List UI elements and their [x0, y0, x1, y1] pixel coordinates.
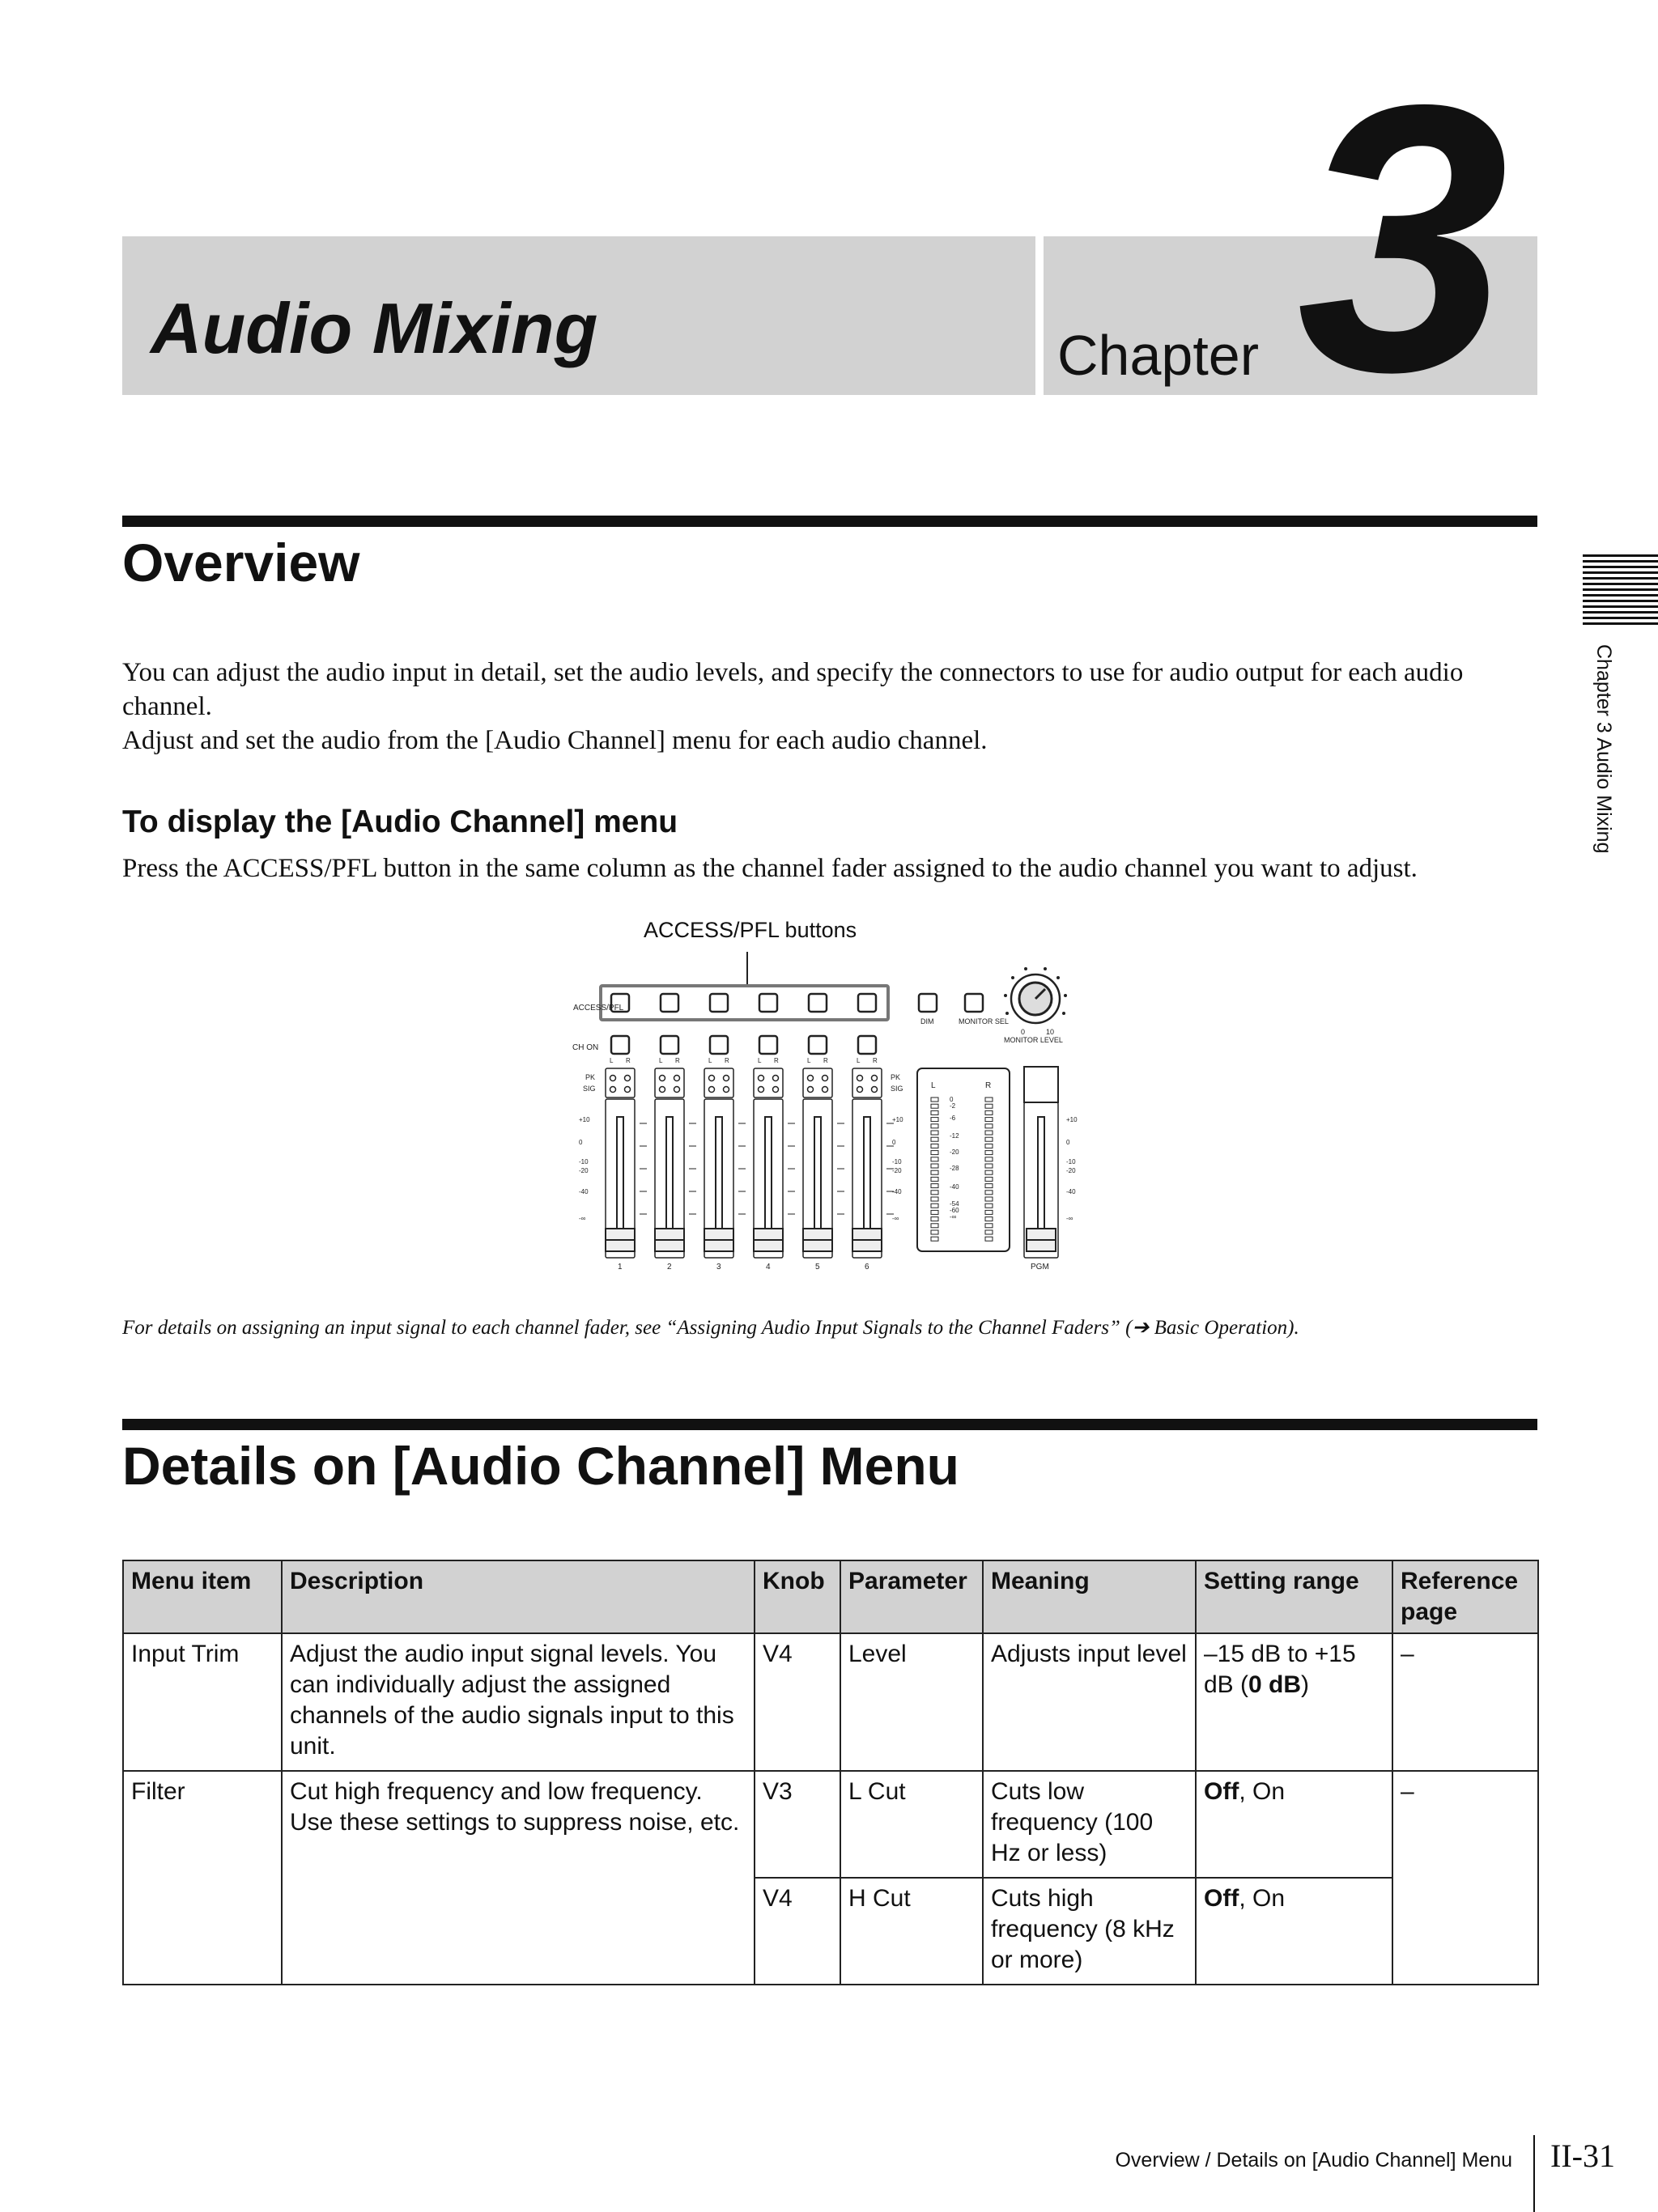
led — [660, 1087, 665, 1093]
ch-on-button-6 — [858, 1036, 876, 1054]
led — [773, 1087, 779, 1093]
fader-scale-left: -40 — [579, 1188, 589, 1195]
details-rule — [122, 1419, 1537, 1430]
led — [857, 1076, 863, 1081]
header-parameter: Parameter — [840, 1560, 983, 1633]
channel-number: 3 — [716, 1263, 721, 1272]
monitor-sel-button — [965, 994, 983, 1012]
channel-number: 2 — [667, 1263, 672, 1272]
figure-caption: ACCESS/PFL buttons — [644, 918, 857, 942]
channel-number: 4 — [766, 1263, 771, 1272]
overview-paragraph-2: Adjust and set the audio from the [Audio Channel] menu for each audio channel. — [122, 726, 988, 755]
monitor-level-label: MONITOR LEVEL — [1004, 1036, 1063, 1044]
meter-led-r — [985, 1217, 993, 1221]
strip-r-label: R — [675, 1057, 680, 1064]
meter-scale-label: -60 — [950, 1207, 959, 1214]
fader-slot — [666, 1117, 673, 1230]
pk-sig-led-box — [803, 1068, 832, 1098]
cell-knob: V3 — [755, 1771, 840, 1878]
meter-scale-label: -∞ — [950, 1213, 957, 1221]
strip-l-label: L — [807, 1057, 811, 1064]
meter-led-l — [931, 1151, 938, 1155]
meter-led-l — [931, 1144, 938, 1148]
meter-led-l — [931, 1210, 938, 1214]
meter-led-r — [985, 1118, 993, 1122]
chapter-label: Chapter — [1057, 324, 1260, 387]
pk-sig-led-box — [606, 1068, 635, 1098]
cell-menu-item: Filter — [123, 1771, 282, 1985]
cell-setting-range: –15 dB to +15 dB (0 dB) — [1196, 1633, 1392, 1771]
meter-scale-label: 0 — [950, 1096, 954, 1103]
ch-on-button-1 — [611, 1036, 629, 1054]
cell-description: Cut high frequency and low frequency. Use these settings to suppress noise, etc. — [282, 1771, 755, 1985]
led — [773, 1076, 779, 1081]
cell-reference-page: – — [1392, 1771, 1538, 1985]
meter-led-r — [985, 1224, 993, 1228]
details-heading: Details on [Audio Channel] Menu — [122, 1436, 959, 1496]
meter-scale-label: -12 — [950, 1132, 959, 1140]
meter-led-l — [931, 1157, 938, 1161]
chapter-number: 3 — [1297, 26, 1509, 451]
mixer-panel-illustration — [563, 947, 1113, 1279]
meter-led-l — [931, 1177, 938, 1181]
meter-scale-label: -40 — [950, 1183, 959, 1191]
header-description: Description — [282, 1560, 755, 1633]
pk-sig-led-box — [754, 1068, 783, 1098]
cell-meaning: Adjusts input level — [983, 1633, 1196, 1771]
fader-scale-mid: -20 — [892, 1167, 902, 1174]
ch-on-label: CH ON — [572, 1043, 599, 1052]
fader-scale-left: -10 — [579, 1158, 589, 1165]
led — [857, 1087, 863, 1093]
table-row — [123, 1633, 1538, 1771]
access-pfl-button-5 — [809, 994, 827, 1012]
led — [759, 1076, 764, 1081]
meter-led-l — [931, 1237, 938, 1241]
pk-sig-led-box — [704, 1068, 733, 1098]
fader-slot — [814, 1117, 821, 1230]
overview-rule — [122, 516, 1537, 527]
cell-reference-page: – — [1392, 1633, 1538, 1771]
cell-setting-range: Off, On — [1196, 1878, 1392, 1985]
overview-paragraph-1: You can adjust the audio input in detail, set the audio levels, and specify the connectors to use for audio output for each audio channel. — [122, 658, 1464, 721]
channel-number: 1 — [618, 1263, 623, 1272]
led — [724, 1087, 729, 1093]
meter-scale-label: -28 — [950, 1165, 959, 1172]
led — [808, 1087, 814, 1093]
cell-meaning: Cuts high frequency (8 kHz or more) — [983, 1878, 1196, 1985]
meter-scale-label: -54 — [950, 1200, 959, 1208]
header-reference-page: Reference page — [1392, 1560, 1538, 1633]
meter-led-r — [985, 1191, 993, 1195]
fader-scale-right: -40 — [1066, 1188, 1076, 1195]
meter-led-r — [985, 1184, 993, 1188]
side-tab-label: Chapter 3 Audio Mixing — [1592, 644, 1615, 854]
fader-scale-right: -10 — [1066, 1158, 1076, 1165]
access-instruction: Press the ACCESS/PFL button in the same column as the channel fader assigned to the audio channel you want to adjust. — [122, 854, 1418, 883]
meter-led-r — [985, 1164, 993, 1168]
strip-r-label: R — [725, 1057, 729, 1064]
led — [872, 1087, 878, 1093]
access-pfl-button-3 — [710, 994, 728, 1012]
fader-scale-mid: -40 — [892, 1188, 902, 1195]
meter-led-l — [931, 1197, 938, 1201]
fader-scale-right: +10 — [1066, 1116, 1078, 1123]
led — [759, 1087, 764, 1093]
audio-channel-menu-table — [122, 1560, 1539, 1985]
led — [625, 1087, 631, 1093]
meter-led-r — [985, 1230, 993, 1234]
pk-label-left: PK — [585, 1073, 596, 1081]
meter-led-r — [985, 1137, 993, 1141]
meter-led-l — [931, 1131, 938, 1135]
meter-led-r — [985, 1197, 993, 1201]
meter-scale-label: -6 — [950, 1114, 956, 1122]
meter-led-r — [985, 1204, 993, 1208]
monitor-sel-label: MONITOR SEL — [959, 1017, 1009, 1025]
meter-led-l — [931, 1184, 938, 1188]
footer-divider — [1533, 2135, 1535, 2212]
channel-number: 6 — [865, 1263, 869, 1272]
meter-led-r — [985, 1177, 993, 1181]
meter-led-l — [931, 1110, 938, 1114]
knob-max-label: 10 — [1046, 1028, 1055, 1036]
fader-scale-right: -20 — [1066, 1167, 1076, 1174]
meter-led-l — [931, 1230, 938, 1234]
access-pfl-button-4 — [759, 994, 777, 1012]
meter-led-r — [985, 1210, 993, 1214]
meter-led-r — [985, 1098, 993, 1102]
meter-led-l — [931, 1217, 938, 1221]
strip-l-label: L — [610, 1057, 614, 1064]
meter-r-label: R — [985, 1081, 992, 1090]
meter-led-r — [985, 1124, 993, 1128]
strip-r-label: R — [873, 1057, 878, 1064]
led — [709, 1087, 715, 1093]
display-menu-subheading: To display the [Audio Channel] menu — [122, 805, 678, 839]
access-pfl-button-6 — [858, 994, 876, 1012]
meter-led-r — [985, 1104, 993, 1108]
meter-led-l — [931, 1164, 938, 1168]
led — [872, 1076, 878, 1081]
meter-scale-label: -2 — [950, 1102, 956, 1110]
strip-l-label: L — [857, 1057, 861, 1064]
side-tab-stripes — [1583, 554, 1658, 629]
fader-scale-left: +10 — [579, 1116, 590, 1123]
header-knob: Knob — [755, 1560, 840, 1633]
meter-led-r — [985, 1131, 993, 1135]
chapter-title: Audio Mixing — [151, 288, 598, 368]
dim-button — [919, 994, 937, 1012]
meter-led-r — [985, 1237, 993, 1241]
ch-on-button-2 — [661, 1036, 678, 1054]
meter-led-l — [931, 1191, 938, 1195]
fader-scale-left: -20 — [579, 1167, 589, 1174]
fader-scale-left: -∞ — [579, 1215, 586, 1222]
sig-label-left: SIG — [583, 1085, 596, 1093]
fader-scale-left: 0 — [579, 1139, 583, 1146]
knob-min-label: 0 — [1021, 1028, 1026, 1036]
fader-slot — [864, 1117, 870, 1230]
overview-heading: Overview — [122, 533, 360, 592]
cell-parameter: L Cut — [840, 1771, 983, 1878]
cell-knob: V4 — [755, 1633, 840, 1771]
led — [823, 1087, 828, 1093]
led — [674, 1076, 680, 1081]
meter-scale-label: -20 — [950, 1148, 959, 1156]
channel-number: 5 — [815, 1263, 820, 1272]
strip-l-label: L — [708, 1057, 712, 1064]
meter-led-l — [931, 1170, 938, 1174]
led — [610, 1076, 616, 1081]
meter-led-r — [985, 1170, 993, 1174]
led — [660, 1076, 665, 1081]
meter-led-r — [985, 1151, 993, 1155]
cell-parameter: H Cut — [840, 1878, 983, 1985]
fader-scale-right: -∞ — [1066, 1215, 1073, 1222]
cell-parameter: Level — [840, 1633, 983, 1771]
meter-led-l — [931, 1098, 938, 1102]
strip-l-label: L — [758, 1057, 762, 1064]
meter-led-l — [931, 1118, 938, 1122]
pk-label-right: PK — [891, 1073, 901, 1081]
led — [674, 1087, 680, 1093]
fader-scale-mid: -∞ — [892, 1215, 899, 1222]
meter-led-l — [931, 1224, 938, 1228]
table-header-row — [123, 1560, 1538, 1633]
access-pfl-label: ACCESS/PFL — [573, 1004, 624, 1013]
meter-led-r — [985, 1144, 993, 1148]
led — [610, 1087, 616, 1093]
cell-setting-range: Off, On — [1196, 1771, 1392, 1878]
figure-note: For details on assigning an input signal to each channel fader, see “Assigning Audio Input Signals to the Channel Faders” (➔ Basic Operation). — [122, 1317, 1299, 1339]
header-meaning: Meaning — [983, 1560, 1196, 1633]
led — [709, 1076, 715, 1081]
dim-label: DIM — [920, 1017, 934, 1025]
strip-r-label: R — [774, 1057, 779, 1064]
ch-on-button-3 — [710, 1036, 728, 1054]
led — [724, 1076, 729, 1081]
meter-led-r — [985, 1110, 993, 1114]
page-number: II-31 — [1550, 2138, 1615, 2174]
strip-l-label: L — [659, 1057, 663, 1064]
footer-section-title: Overview / Details on [Audio Channel] Menu — [1115, 2149, 1512, 2172]
pgm-label: PGM — [1031, 1263, 1049, 1272]
meter-led-l — [931, 1124, 938, 1128]
ch-on-button-5 — [809, 1036, 827, 1054]
led — [823, 1076, 828, 1081]
header-menu-item: Menu item — [123, 1560, 282, 1633]
pk-sig-led-box — [852, 1068, 882, 1098]
pgm-fader-slot — [1038, 1117, 1044, 1230]
fader-scale-mid: +10 — [892, 1116, 903, 1123]
cell-menu-item: Input Trim — [123, 1633, 282, 1771]
strip-r-label: R — [823, 1057, 828, 1064]
fader-scale-mid: -10 — [892, 1158, 902, 1165]
meter-led-r — [985, 1157, 993, 1161]
meter-led-l — [931, 1137, 938, 1141]
meter-l-label: L — [931, 1081, 936, 1090]
strip-r-label: R — [626, 1057, 631, 1064]
cell-knob: V4 — [755, 1878, 840, 1985]
meter-led-l — [931, 1104, 938, 1108]
meter-led-l — [931, 1204, 938, 1208]
pk-sig-led-box — [655, 1068, 684, 1098]
fader-slot — [765, 1117, 772, 1230]
fader-scale-right: 0 — [1066, 1139, 1070, 1146]
led — [808, 1076, 814, 1081]
ch-on-button-4 — [759, 1036, 777, 1054]
header-setting-range: Setting range — [1196, 1560, 1392, 1633]
fader-slot — [716, 1117, 722, 1230]
cell-description: Adjust the audio input signal levels. You can individually adjust the assigned channels of the audio signals input to this unit. — [282, 1633, 755, 1771]
fader-slot — [617, 1117, 623, 1230]
table-row — [123, 1771, 1538, 1878]
led — [625, 1076, 631, 1081]
access-pfl-button-2 — [661, 994, 678, 1012]
sig-label-right: SIG — [891, 1085, 903, 1093]
pgm-display — [1024, 1067, 1058, 1102]
fader-scale-mid: 0 — [892, 1139, 896, 1146]
cell-meaning: Cuts low frequency (100 Hz or less) — [983, 1771, 1196, 1878]
